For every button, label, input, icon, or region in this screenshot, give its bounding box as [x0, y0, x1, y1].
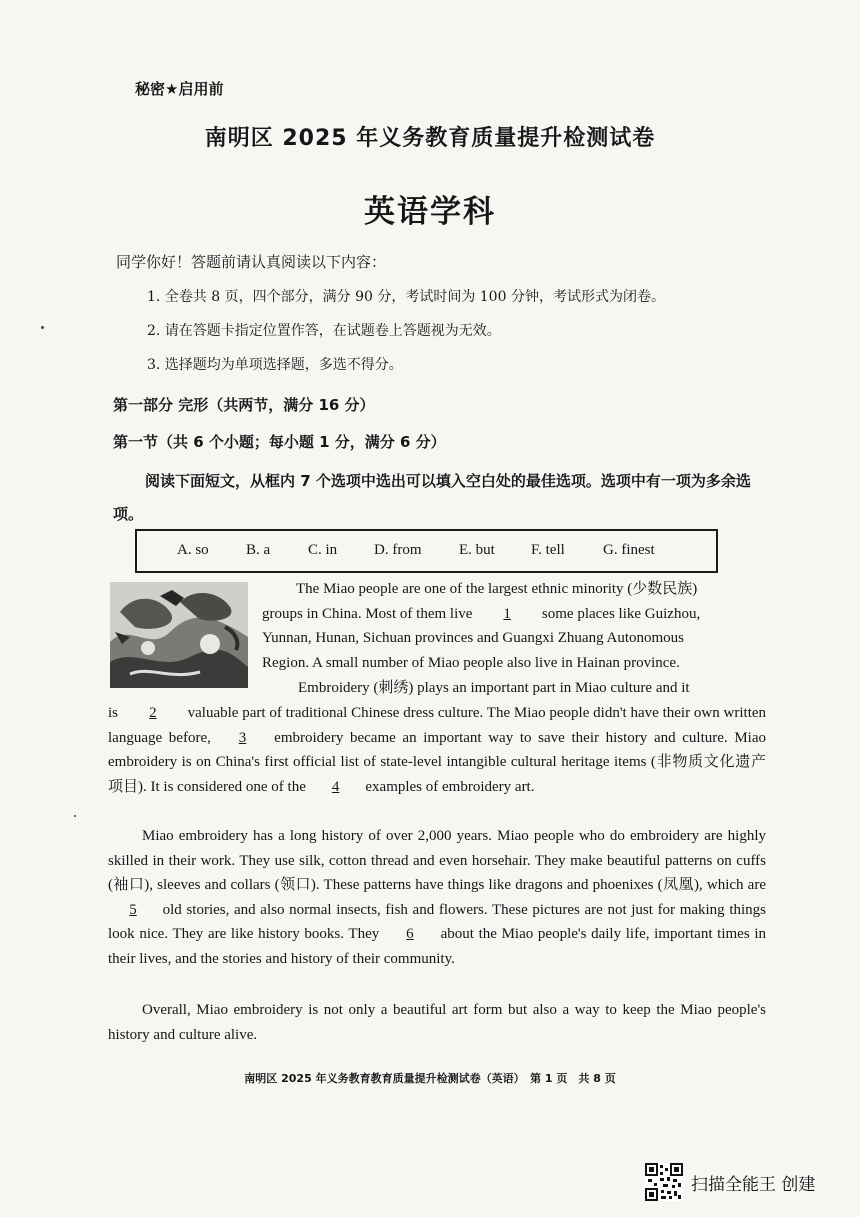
qr-code-icon [645, 1163, 683, 1201]
note-item: 1. 全卷共 8 页，四个部分，满分 90 分，考试时间为 100 分钟，考试形式为闭卷。 [147, 289, 665, 305]
section-heading: 第一节（共 6 个小题；每小题 1 分，满分 6 分） [113, 433, 446, 451]
passage-text: about the Miao people's daily life, important times in their lives, and the stories and history of their community. [108, 926, 767, 967]
note-item: 3. 选择题均为单项选择题，多选不得分。 [147, 357, 403, 373]
passage-line: The Miao people are one of the largest ethnic minority (少数民族) [296, 581, 698, 597]
option-a: A. so [177, 542, 209, 558]
scanner-watermark [645, 1163, 815, 1201]
option-c: C. in [308, 542, 338, 558]
option-f: F. tell [531, 542, 565, 558]
blank-6: 6 [406, 926, 414, 943]
option-g: G. finest [603, 542, 655, 558]
passage-text: some places like Guizhou, [541, 605, 701, 622]
passage-paragraph-3 [108, 824, 766, 972]
option-e: E. but [459, 542, 495, 558]
note-item: 2. 请在答题卡指定位置作答，在试题卷上答题视为无效。 [147, 323, 501, 339]
option-d: D. from [374, 542, 422, 558]
passage-paragraph-4: Overall, Miao embroidery is not only a beautiful art form but also a way to keep the Miao people's history and culture alive. [108, 1002, 766, 1043]
blank-5: 5 [129, 901, 137, 918]
part-heading: 第一部分 完形（共两节，满分 16 分） [113, 396, 375, 414]
passage-line: Region. A small number of Miao people also live in Hainan province. [262, 654, 680, 671]
instruction-notes [147, 287, 665, 389]
passage-text: groups in China. Most of them live [262, 605, 473, 622]
greeting-text: 同学你好！答题前请认真阅读以下内容： [116, 253, 387, 271]
scan-speck [41, 326, 44, 329]
passage-line [262, 602, 766, 627]
passage-text: Miao embroidery has a long history of over 2,000 years. Miao people who do embroidery are highly skilled in their work. They use silk, cotton thread and even horsehair. They make beautiful patterns on cuffs (袖口), sleeves and collars (领口). These patterns have things like dragons and phoenixes (凤凰), which are [108, 828, 766, 894]
confidential-label: 秘密★启用前 [135, 80, 224, 98]
blank-1: 1 [503, 605, 511, 622]
passage-text: valuable part of traditional Chinese dress culture. The Miao people didn't have their own written language before, [108, 705, 767, 746]
passage-paragraph-2 [108, 701, 766, 799]
subject-title: 英语学科 [364, 194, 496, 230]
passage-text: is [108, 705, 119, 721]
passage-paragraph-2-start: Embroidery (刺绣) plays an important part in Miao culture and it [298, 680, 690, 696]
page-footer: 南明区 2025 年义务教育教育质量提升检测试卷（英语） 第 1 页 共 8 页 [244, 1072, 616, 1085]
embroidery-picture [110, 582, 248, 688]
blank-2: 2 [149, 705, 157, 721]
passage-text: examples of embroidery art. [365, 778, 535, 795]
scan-speck [74, 815, 76, 817]
passage-text: embroidery became an important way to save their history and culture. Miao embroidery is on China's first official list of state-level intangible cultural heritage items (非物质文化遗产项目). It is considered one of the [108, 729, 766, 795]
passage-line: Yunnan, Hunan, Sichuan provinces and Guangxi Zhuang Autonomous [262, 630, 685, 647]
passage-paragraph-1 [262, 577, 766, 675]
exam-title: 南明区 2025 年义务教育质量提升检测试卷 [204, 126, 656, 151]
options-box [135, 529, 718, 573]
passage-text: old stories, and also normal insects, fish and flowers. These pictures are not just for making things look nice. They are like history books. They [108, 901, 766, 943]
blank-3: 3 [238, 729, 247, 746]
blank-4: 4 [331, 778, 340, 795]
directions-text: 阅读下面短文，从框内 7 个选项中选出可以填入空白处的最佳选项。选项中有一项为多余选项。 [113, 472, 751, 523]
watermark-text: 扫描全能王 创建 [691, 1174, 816, 1195]
option-b: B. a [246, 542, 271, 558]
